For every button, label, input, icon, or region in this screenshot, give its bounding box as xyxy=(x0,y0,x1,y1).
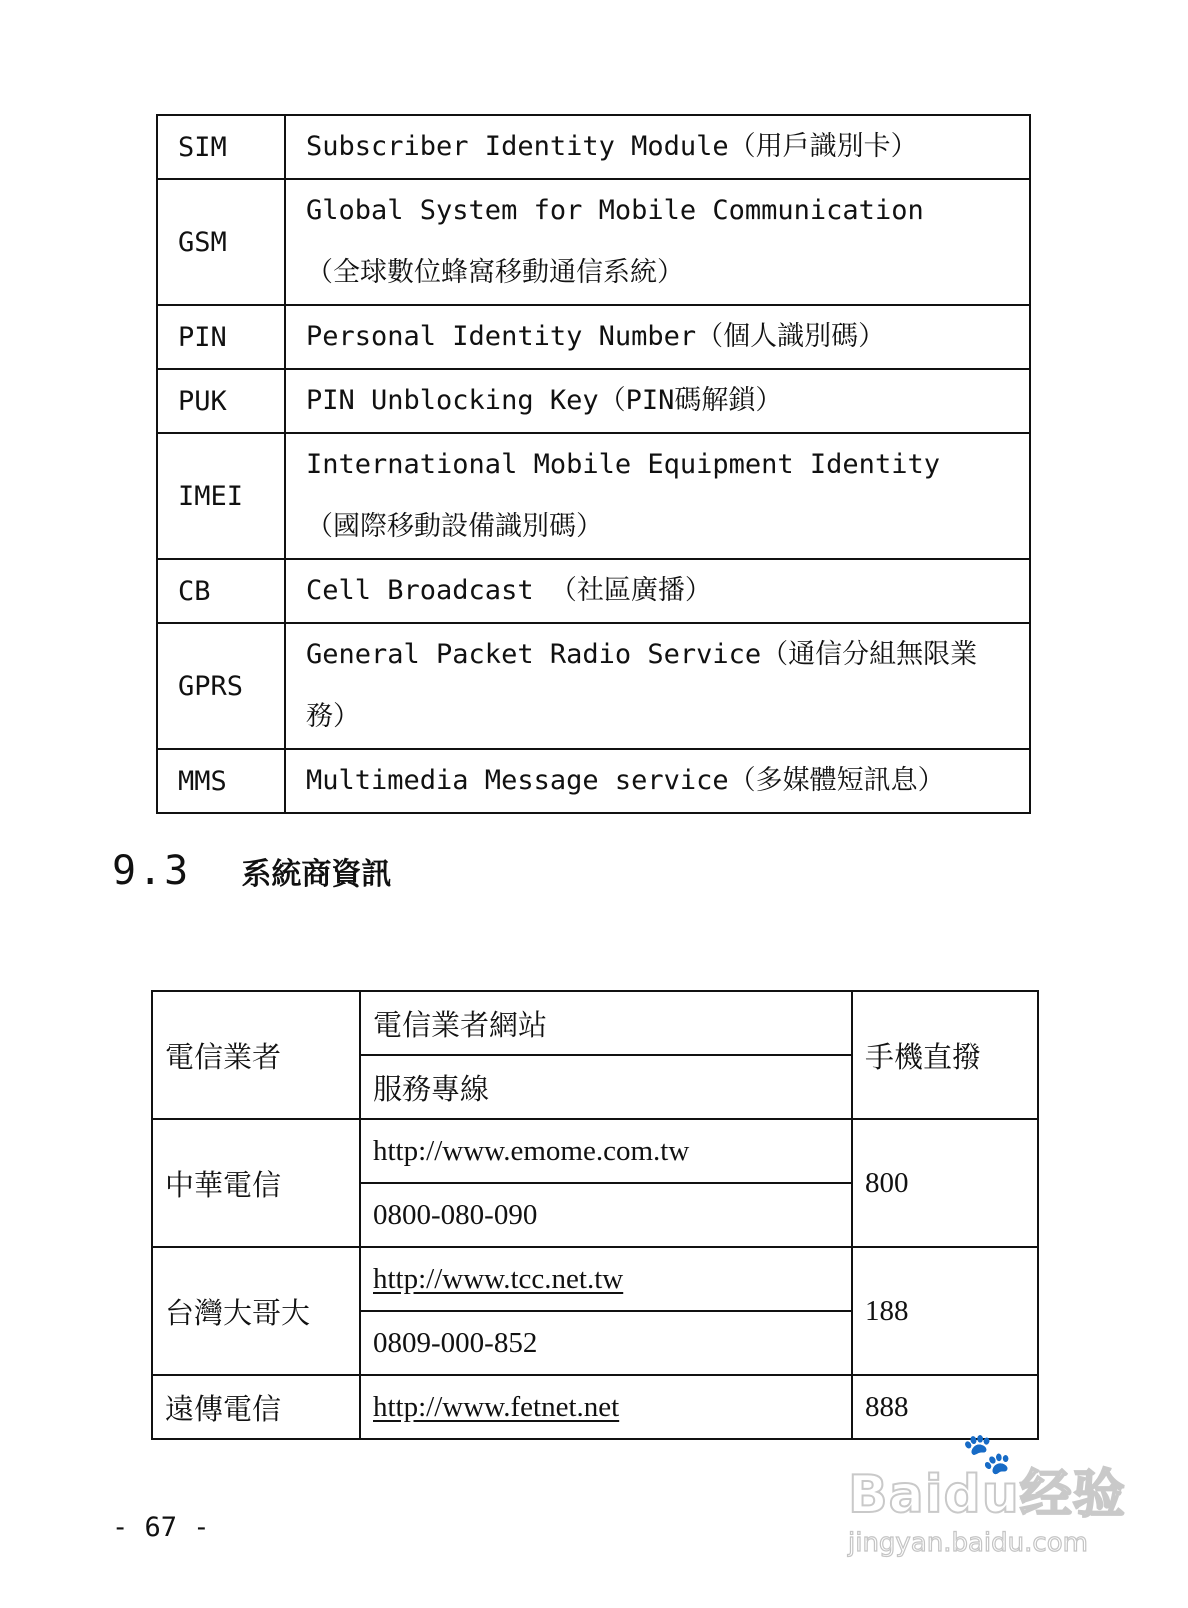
glossary-row-gsm xyxy=(157,179,1030,305)
section-heading xyxy=(112,848,391,894)
carrier-header-row xyxy=(152,991,1038,1055)
glossary-definition xyxy=(285,305,1030,369)
carrier-website-cell xyxy=(360,1247,852,1311)
glossary-definition xyxy=(285,369,1030,433)
carrier-name: 台灣大哥大 xyxy=(152,1247,360,1375)
definition-line: Personal Identity Number（個人識別碼） xyxy=(306,321,886,352)
carrier-direct-dial: 888 xyxy=(852,1375,1038,1439)
carrier-row-cht xyxy=(152,1119,1038,1183)
carrier-direct-dial: 188 xyxy=(852,1247,1038,1375)
watermark-url: jingyan.baidu.com xyxy=(848,1528,1088,1558)
definition-line: 務） xyxy=(306,701,360,732)
glossary-term: GSM xyxy=(157,179,285,305)
glossary-row-puk xyxy=(157,369,1030,433)
carrier-table xyxy=(151,990,1039,1440)
glossary-term: SIM xyxy=(157,115,285,179)
carrier-hotline: 0809-000-852 xyxy=(360,1311,852,1375)
glossary-row-sim xyxy=(157,115,1030,179)
section-number: 9.3 xyxy=(112,848,191,894)
carrier-name: 中華電信 xyxy=(152,1119,360,1247)
watermark-brand: Baidu经验 xyxy=(848,1465,1126,1525)
definition-line: （全球數位蜂窩移動通信系統） xyxy=(306,257,684,288)
definition-line: Cell Broadcast （社區廣播） xyxy=(306,575,712,606)
definition-line: PIN Unblocking Key（PIN碼解鎖） xyxy=(306,385,783,416)
carrier-website-link[interactable]: http://www.fetnet.net xyxy=(373,1390,620,1423)
glossary-row-imei xyxy=(157,433,1030,559)
header-direct-dial: 手機直撥 xyxy=(852,991,1038,1119)
glossary-term: IMEI xyxy=(157,433,285,559)
glossary-term: CB xyxy=(157,559,285,623)
carrier-website[interactable]: http://www.emome.com.tw xyxy=(360,1119,852,1183)
glossary-row-gprs xyxy=(157,623,1030,749)
header-hotline: 服務專線 xyxy=(360,1055,852,1119)
carrier-website-cell xyxy=(360,1375,852,1439)
definition-line: Subscriber Identity Module（用戶識別卡） xyxy=(306,131,918,162)
carrier-hotline: 0800-080-090 xyxy=(360,1183,852,1247)
glossary-row-mms xyxy=(157,749,1030,813)
glossary-table xyxy=(156,114,1031,814)
definition-line: （國際移動設備識別碼） xyxy=(306,511,603,542)
glossary-term: MMS xyxy=(157,749,285,813)
carrier-row-fet xyxy=(152,1375,1038,1439)
glossary-term: GPRS xyxy=(157,623,285,749)
carrier-row-twm xyxy=(152,1247,1038,1311)
glossary-definition xyxy=(285,559,1030,623)
glossary-definition xyxy=(285,179,1030,305)
glossary-row-pin xyxy=(157,305,1030,369)
carrier-direct-dial: 800 xyxy=(852,1119,1038,1247)
definition-line: Multimedia Message service（多媒體短訊息） xyxy=(306,765,945,796)
glossary-definition xyxy=(285,749,1030,813)
header-website: 電信業者網站 xyxy=(360,991,852,1055)
page-number: - 67 - xyxy=(112,1512,210,1543)
carrier-website-link[interactable]: http://www.tcc.net.tw xyxy=(373,1262,624,1295)
definition-line: International Mobile Equipment Identity xyxy=(306,449,940,480)
glossary-definition xyxy=(285,115,1030,179)
section-title: 系統商資訊 xyxy=(241,857,392,892)
glossary-row-cb xyxy=(157,559,1030,623)
carrier-name: 遠傳電信 xyxy=(152,1375,360,1439)
glossary-definition xyxy=(285,433,1030,559)
paw-icon: 🐾 xyxy=(962,1431,1012,1477)
definition-line: General Packet Radio Service（通信分組無限業 xyxy=(306,639,978,670)
watermark xyxy=(840,1431,1150,1572)
definition-line: Global System for Mobile Communication xyxy=(306,195,924,226)
header-carrier: 電信業者 xyxy=(152,991,360,1119)
glossary-term: PUK xyxy=(157,369,285,433)
glossary-definition xyxy=(285,623,1030,749)
glossary-term: PIN xyxy=(157,305,285,369)
